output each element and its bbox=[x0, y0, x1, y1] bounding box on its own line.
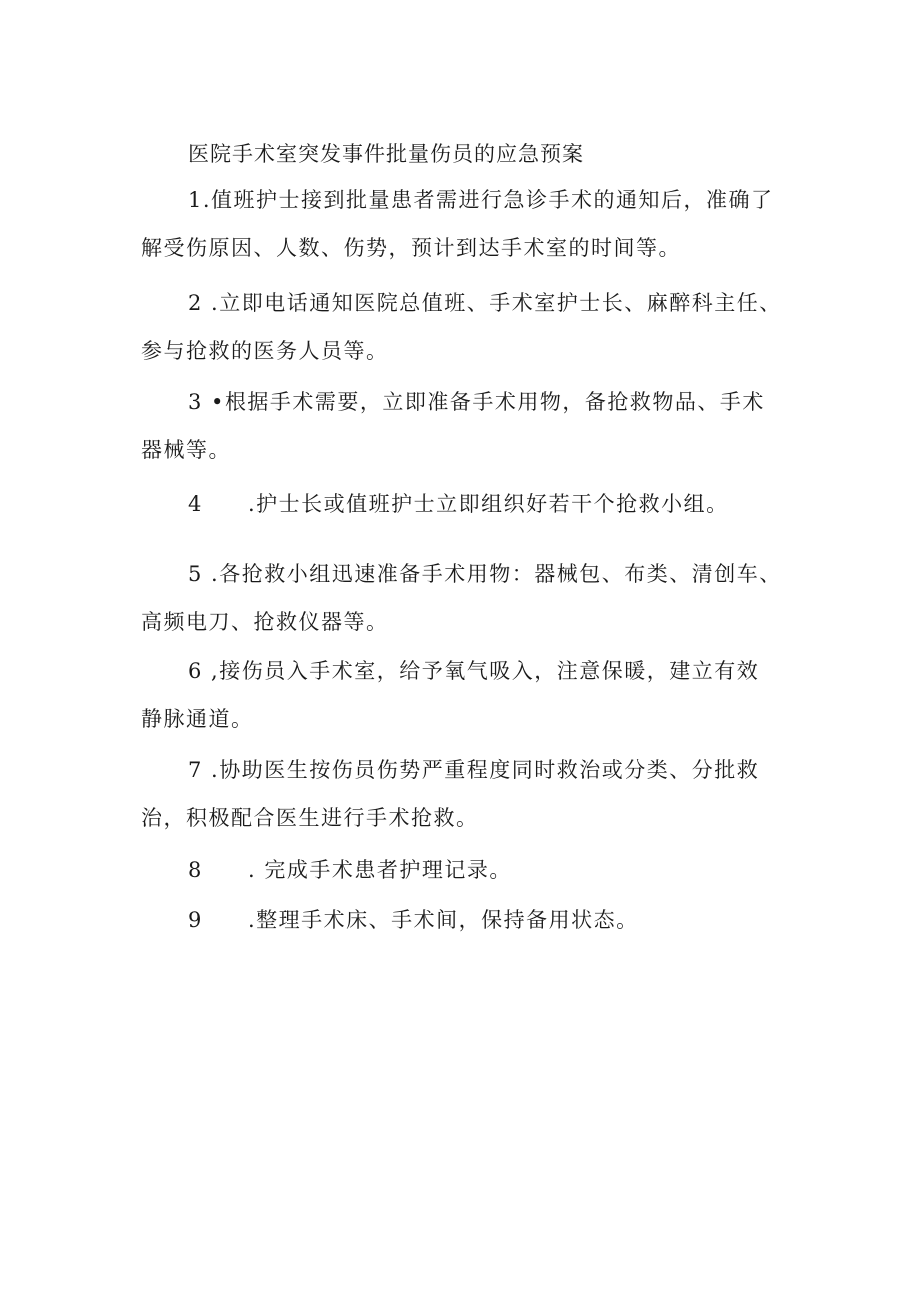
list-item-2 bbox=[141, 279, 801, 375]
item-8-line-1 bbox=[141, 846, 801, 894]
item-3-line-2: 器械等。 bbox=[141, 438, 231, 462]
item-5-line-2: 高频电刀、抢救仪器等。 bbox=[141, 610, 389, 634]
item-1-number: 1. bbox=[188, 188, 212, 212]
item-6-line-1 bbox=[141, 647, 801, 695]
item-7-line-1 bbox=[141, 746, 801, 794]
list-item-4 bbox=[141, 480, 801, 528]
list-item-9 bbox=[141, 896, 801, 944]
item-1-text-1: 值班护士接到批量患者需进行急诊手术的通知后，准确了 bbox=[211, 188, 774, 212]
item-2-number: 2 . bbox=[188, 291, 220, 315]
list-item-8 bbox=[141, 846, 801, 894]
item-7-number: 7 . bbox=[188, 758, 220, 782]
item-6-line-2: 静脉通道。 bbox=[141, 707, 254, 731]
item-5-number: 5 . bbox=[188, 562, 220, 586]
item-5-text-1: 各抢救小组迅速准备手术用物：器械包、布类、清创车、 bbox=[219, 562, 782, 586]
list-item-7 bbox=[141, 746, 801, 842]
item-3-line-1 bbox=[141, 378, 801, 426]
item-7-text-1: 协助医生按伤员伤势严重程度同时救治或分类、分批救 bbox=[219, 758, 760, 782]
list-item-1 bbox=[141, 176, 801, 272]
item-4-text-1: .护士长或值班护士立即组织好若干个抢救小组。 bbox=[248, 492, 729, 516]
item-2-line-1 bbox=[141, 279, 801, 327]
list-item-5 bbox=[141, 550, 801, 646]
item-2-line-2: 参与抢救的医务人员等。 bbox=[141, 339, 389, 363]
list-item-3 bbox=[141, 378, 801, 474]
item-8-number: 8 bbox=[188, 858, 203, 882]
item-3-number: 3 • bbox=[188, 390, 225, 414]
item-6-number: 6 , bbox=[188, 659, 220, 683]
item-8-text-1: . 完成手术患者护理记录。 bbox=[248, 858, 512, 882]
item-5-line-1 bbox=[141, 550, 801, 598]
item-1-line-2: 解受伤原因、人数、伤势，预计到达手术室的时间等。 bbox=[141, 236, 681, 260]
document-title: 医院手术室突发事件批量伤员的应急预案 bbox=[188, 142, 584, 166]
item-2-text-1: 立即电话通知医院总值班、手术室护士长、麻醉科主任、 bbox=[219, 291, 782, 315]
item-4-number: 4 bbox=[188, 492, 203, 516]
item-9-number: 9 bbox=[188, 908, 203, 932]
item-4-line-1 bbox=[141, 480, 801, 528]
list-item-6 bbox=[141, 647, 801, 743]
item-9-text-1: .整理手术床、手术间，保持备用状态。 bbox=[248, 908, 639, 932]
item-1-line-1 bbox=[141, 176, 801, 224]
item-3-text-1: 根据手术需要，立即准备手术用物，备抢救物品、手术 bbox=[224, 390, 765, 414]
item-9-line-1 bbox=[141, 896, 801, 944]
item-6-text-1: 接伤员入手术室，给予氧气吸入，注意保暖，建立有效 bbox=[219, 659, 760, 683]
item-7-line-2: 治，积极配合医生进行手术抢救。 bbox=[141, 806, 479, 830]
